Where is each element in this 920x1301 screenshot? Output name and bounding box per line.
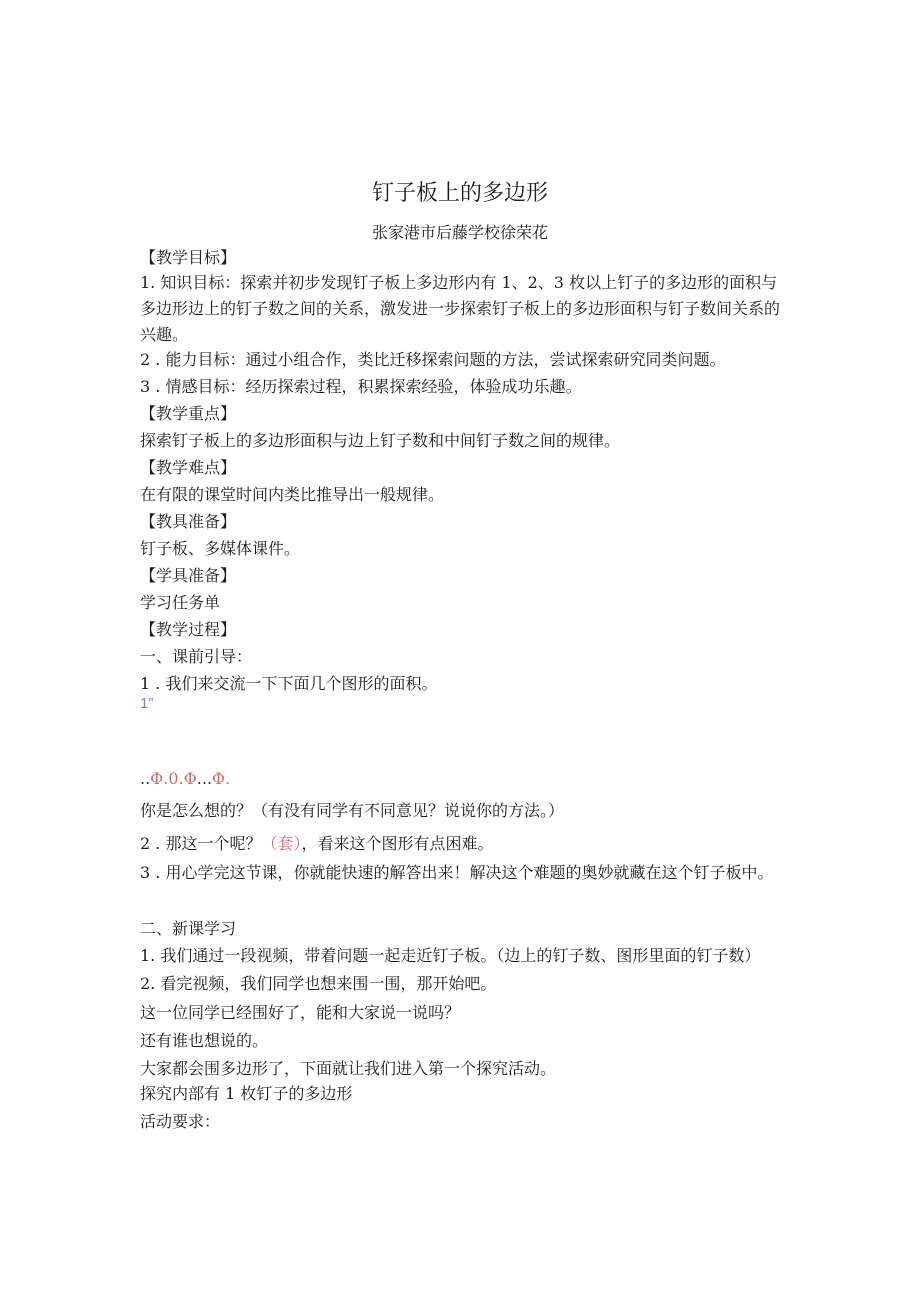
document-title: 钉子板上的多边形 (371, 181, 548, 206)
figure-symbols: Φ.0.Φ (150, 769, 197, 788)
new-lesson-item-3: 这一位同学已经围好了，能和大家说一说吗？ (140, 1003, 461, 1022)
new-lesson-item-1: 1. 我们通过一段视频，带着问题一起走近钉子板。（边上的钉子数、图形里面的钉子数） (140, 946, 761, 965)
author-line: 张家港市后藤学校徐荣花 (371, 223, 548, 242)
figure-label: 1” (140, 695, 154, 712)
heading-goals: 【教学目标】 (140, 248, 237, 267)
activity-requirements: 活动要求： (140, 1112, 221, 1131)
student-tools-text: 学习任务单 (140, 593, 221, 612)
new-lesson-item-2: 2. 看完视频，我们同学也想来围一围，那开始吧。 (140, 974, 497, 993)
section-pre-class: 一、课前引导： (140, 647, 253, 666)
figure-dots-mid: ... (196, 769, 213, 788)
goal-emotion: 3 . 情感目标：经历探索过程，积累探索经验，体验成功乐趣。 (140, 377, 582, 396)
step-3-text: 3 . 用心学完这节课，你就能快速的解答出来！解决这个难题的奥妙就藏在这个钉子板中。 (140, 863, 774, 882)
figure-symbol-end: Φ. (212, 769, 231, 788)
heading-teaching-tools: 【教具准备】 (140, 512, 237, 531)
heading-student-tools: 【学具准备】 (140, 566, 237, 585)
explore-heading: 探究内部有 1 枚钉子的多边形 (140, 1084, 353, 1103)
heading-difficulties: 【教学难点】 (140, 458, 237, 477)
key-points-text: 探索钉子板上的多边形面积与边上钉子数和中间钉子数之间的规律。 (140, 431, 621, 450)
step-2-tail: ，看来这个图形有点困难。 (301, 834, 494, 853)
new-lesson-item-4: 还有谁也想说的。 (140, 1031, 269, 1050)
figure-symbols-line (140, 769, 230, 789)
figure-dots-prefix: .. (140, 769, 151, 788)
goal-knowledge: 1. 知识目标：探索并初步发现钉子板上多边形内有 1、2、3 枚以上钉子的多边形的面积与多边形边上的钉子数之间的关系，激发进一步探索钉子板上的多边形面积与钉子数间关系的兴趣。 (140, 273, 781, 344)
step-2-figure-ref: （套） (261, 834, 302, 853)
new-lesson-item-5: 大家都会围多边形了，下面就让我们进入第一个探究活动。 (140, 1059, 557, 1078)
heading-key-points: 【教学重点】 (140, 404, 237, 423)
difficulties-text: 在有限的课堂时间内类比推导出一般规律。 (140, 485, 445, 504)
step-2-line (140, 834, 493, 854)
goal-ability: 2 . 能力目标：通过小组合作，类比迁移探索问题的方法，尝试探索研究同类问题。 (140, 350, 726, 369)
step-2-lead: 2 . 那这一个呢？ (140, 834, 262, 853)
heading-process: 【教学过程】 (140, 620, 237, 639)
section-new-lesson: 二、新课学习 (140, 919, 237, 938)
step-1-text: 1 . 我们来交流一下下面几个图形的面积。 (140, 674, 438, 693)
teaching-tools-text: 钉子板、多媒体课件。 (140, 539, 301, 558)
question-text: 你是怎么想的？（有没有同学有不同意见？说说你的方法。） (140, 801, 565, 820)
